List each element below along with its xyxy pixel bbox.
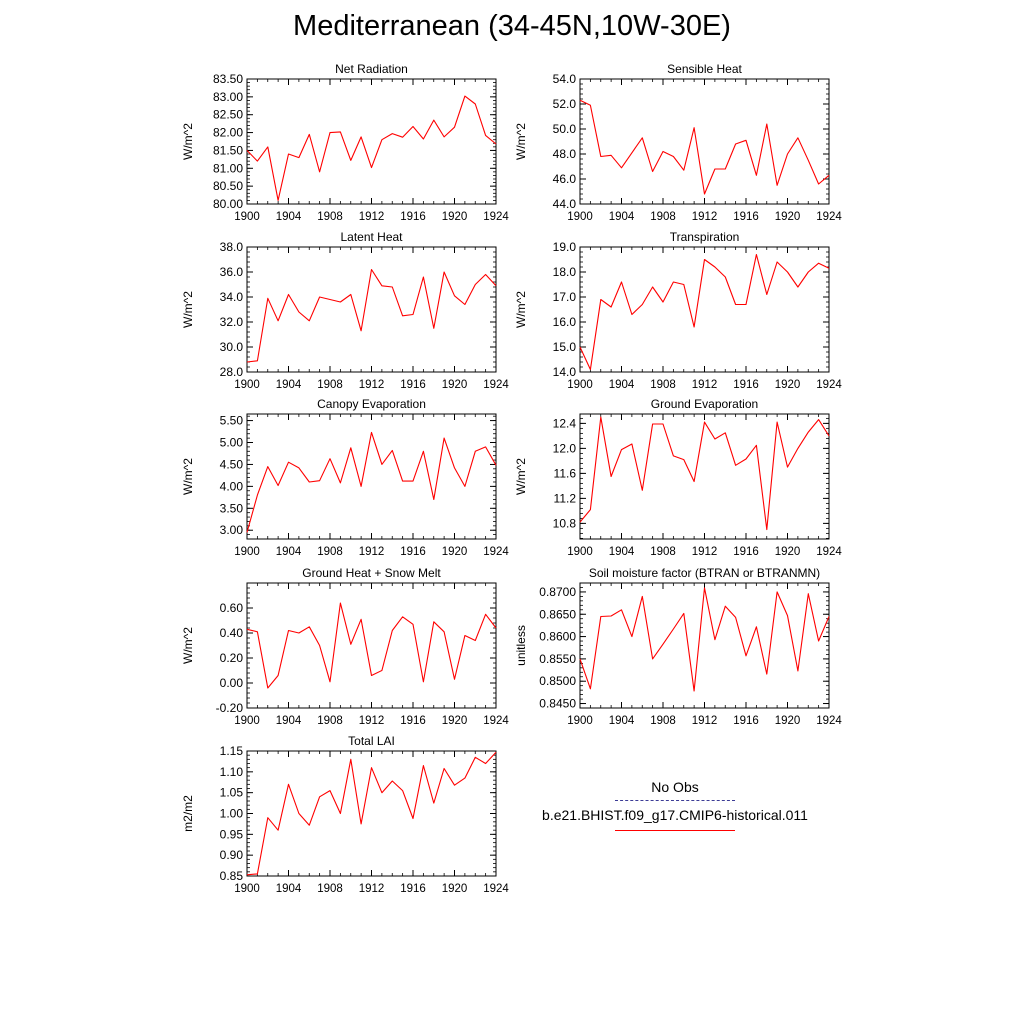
y-tick-label: 0.8650 [539, 607, 576, 622]
legend-model-label: b.e21.BHIST.f09_g17.CMIP6-historical.011 [542, 807, 808, 823]
y-axis-label: W/m^2 [514, 291, 528, 328]
x-tick-label: 1924 [483, 379, 509, 391]
y-axis-label: W/m^2 [514, 123, 528, 160]
y-tick-label: 12.0 [552, 441, 576, 456]
y-tick-label: 0.00 [219, 676, 243, 690]
y-tick-label: 30.0 [219, 340, 243, 354]
y-tick-label: 11.2 [553, 491, 576, 506]
x-tick-label: 1908 [317, 546, 343, 558]
y-tick-label: 36.0 [219, 265, 243, 279]
y-axis-label: W/m^2 [181, 627, 195, 664]
x-tick-label: 1908 [317, 883, 343, 895]
x-tick-label: 1904 [275, 211, 302, 223]
y-tick-label: 12.4 [552, 416, 576, 431]
y-tick-label: 52.0 [552, 97, 576, 111]
chart-panel-2 [514, 62, 842, 223]
y-axis-label: unitless [514, 625, 528, 666]
series-line [247, 432, 496, 532]
x-tick-label: 1908 [650, 546, 676, 558]
x-tick-label: 1920 [441, 379, 468, 391]
y-axis-label: W/m^2 [514, 458, 528, 495]
x-tick-label: 1908 [650, 211, 676, 223]
y-axis-label: W/m^2 [181, 291, 195, 328]
panel-title: Ground Heat + Snow Melt [302, 566, 441, 580]
x-tick-label: 1916 [733, 379, 759, 391]
series-line [247, 270, 496, 363]
y-tick-label: 0.8500 [539, 674, 576, 689]
x-tick-label: 1904 [608, 379, 635, 391]
y-tick-label: 0.85 [219, 869, 243, 883]
y-tick-label: 18.0 [552, 265, 576, 279]
y-tick-label: 38.0 [219, 240, 243, 254]
y-tick-label: 1.15 [219, 744, 243, 758]
x-tick-label: 1912 [358, 546, 385, 558]
x-tick-label: 1924 [816, 211, 842, 223]
x-tick-label: 1916 [400, 883, 426, 895]
x-tick-label: 1916 [733, 211, 759, 223]
chart-panel-6 [514, 397, 842, 558]
x-tick-label: 1924 [816, 379, 842, 391]
y-tick-label: 0.20 [219, 651, 243, 665]
x-tick-label: 1916 [733, 546, 759, 558]
x-tick-label: 1912 [358, 379, 385, 391]
x-tick-label: 1904 [608, 715, 635, 727]
x-tick-label: 1912 [358, 715, 385, 727]
chart-panel-3 [181, 230, 509, 391]
x-tick-label: 1924 [816, 546, 842, 558]
x-tick-label: 1920 [774, 546, 801, 558]
x-tick-label: 1912 [691, 379, 718, 391]
x-tick-label: 1920 [441, 546, 468, 558]
series-line [580, 255, 829, 370]
x-tick-label: 1912 [691, 211, 718, 223]
series-line [580, 417, 829, 529]
x-tick-label: 1916 [400, 379, 426, 391]
y-tick-label: 28.0 [219, 365, 243, 379]
y-tick-label: 48.0 [552, 147, 576, 161]
y-tick-label: 10.8 [552, 516, 576, 531]
y-tick-label: 82.00 [212, 125, 243, 140]
y-tick-label: 0.8550 [539, 651, 576, 666]
y-tick-label: 1.05 [219, 785, 243, 800]
y-tick-label: 0.40 [219, 626, 243, 640]
y-tick-label: 32.0 [219, 315, 243, 329]
y-tick-label: 46.0 [552, 172, 576, 186]
x-tick-label: 1916 [400, 211, 426, 223]
y-tick-label: 4.50 [219, 457, 243, 472]
chart-panel-7 [181, 566, 509, 727]
chart-panel-5 [181, 397, 509, 558]
x-tick-label: 1904 [275, 715, 302, 727]
y-tick-label: 15.0 [552, 340, 576, 354]
series-line [247, 603, 496, 688]
legend-obs-label: No Obs [651, 779, 699, 795]
panel-title: Transpiration [669, 230, 740, 244]
y-tick-label: 3.50 [219, 501, 243, 516]
y-tick-label: 3.00 [219, 523, 243, 538]
x-tick-label: 1920 [774, 211, 801, 223]
x-tick-label: 1924 [483, 211, 509, 223]
x-tick-label: 1904 [608, 546, 635, 558]
x-tick-label: 1904 [608, 211, 635, 223]
y-tick-label: 4.00 [219, 479, 243, 494]
plot-frame [580, 79, 829, 204]
y-tick-label: 16.0 [552, 315, 576, 329]
x-tick-label: 1900 [567, 379, 593, 391]
x-tick-label: 1924 [816, 715, 842, 727]
x-tick-label: 1920 [774, 715, 801, 727]
x-tick-label: 1908 [650, 379, 676, 391]
y-tick-label: 19.0 [552, 240, 576, 254]
x-tick-label: 1920 [441, 715, 468, 727]
x-tick-label: 1900 [234, 715, 260, 727]
panel-title: Total LAI [348, 734, 395, 748]
x-tick-label: 1912 [358, 211, 385, 223]
y-tick-label: 83.50 [212, 72, 243, 86]
x-tick-label: 1900 [567, 546, 593, 558]
x-tick-label: 1908 [650, 715, 676, 727]
x-tick-label: 1904 [275, 379, 302, 391]
series-line [580, 588, 829, 691]
y-tick-label: 80.00 [212, 197, 243, 211]
plot-frame [580, 583, 829, 708]
x-tick-label: 1916 [400, 546, 426, 558]
x-tick-label: 1900 [567, 715, 593, 727]
plot-frame [247, 79, 496, 204]
x-tick-label: 1924 [483, 715, 509, 727]
x-tick-label: 1900 [234, 546, 260, 558]
x-tick-label: 1904 [275, 883, 302, 895]
chart-panel-1 [181, 62, 509, 223]
y-tick-label: 5.50 [219, 413, 243, 428]
y-tick-label: 1.10 [219, 764, 243, 779]
x-tick-label: 1904 [275, 546, 302, 558]
x-tick-label: 1924 [483, 546, 509, 558]
y-tick-label: 14.0 [552, 365, 576, 379]
y-tick-label: 0.60 [219, 601, 243, 615]
panel-title: Sensible Heat [667, 62, 742, 76]
y-tick-label: 11.6 [553, 466, 576, 481]
x-tick-label: 1920 [774, 379, 801, 391]
x-tick-label: 1916 [400, 715, 426, 727]
y-tick-label: 82.50 [212, 107, 243, 122]
x-tick-label: 1920 [441, 883, 468, 895]
y-tick-label: 0.8600 [539, 629, 576, 644]
y-axis-label: m2/m2 [181, 795, 195, 832]
y-tick-label: -0.20 [215, 701, 243, 715]
y-tick-label: 1.00 [219, 806, 243, 821]
plot-frame [247, 583, 496, 708]
x-tick-label: 1900 [234, 379, 260, 391]
plot-frame [580, 247, 829, 372]
x-tick-label: 1908 [317, 715, 343, 727]
x-tick-label: 1920 [441, 211, 468, 223]
x-tick-label: 1924 [483, 883, 509, 895]
x-tick-label: 1912 [358, 883, 385, 895]
y-tick-label: 81.50 [212, 143, 243, 158]
series-line [247, 752, 496, 875]
series-line [247, 96, 496, 200]
panel-title: Soil moisture factor (BTRAN or BTRANMN) [588, 566, 821, 580]
x-tick-label: 1908 [317, 379, 343, 391]
y-axis-label: W/m^2 [181, 123, 195, 160]
x-tick-label: 1912 [691, 546, 718, 558]
y-tick-label: 34.0 [219, 290, 243, 304]
figure-title: Mediterranean (34-45N,10W-30E) [293, 10, 731, 42]
series-line [580, 100, 829, 194]
chart-panel-8 [514, 566, 842, 727]
plot-frame [580, 414, 829, 539]
y-tick-label: 0.95 [219, 827, 243, 842]
panel-title: Ground Evaporation [650, 397, 759, 411]
panel-title: Canopy Evaporation [317, 397, 426, 411]
panel-title: Latent Heat [340, 230, 403, 244]
y-tick-label: 80.50 [212, 179, 243, 194]
y-axis-label: W/m^2 [181, 458, 195, 495]
y-tick-label: 50.0 [552, 122, 576, 136]
chart-panel-4 [514, 230, 842, 391]
y-tick-label: 44.0 [552, 197, 576, 211]
x-tick-label: 1912 [691, 715, 718, 727]
panel-title: Net Radiation [335, 62, 408, 76]
y-tick-label: 0.8450 [539, 696, 576, 711]
x-tick-label: 1908 [317, 211, 343, 223]
chart-panel-9 [181, 734, 509, 895]
x-tick-label: 1900 [234, 883, 260, 895]
y-tick-label: 54.0 [552, 72, 576, 86]
x-tick-label: 1900 [234, 211, 260, 223]
x-tick-label: 1916 [733, 715, 759, 727]
y-tick-label: 83.00 [212, 89, 243, 104]
y-tick-label: 0.90 [219, 848, 243, 863]
y-tick-label: 17.0 [552, 290, 576, 304]
y-tick-label: 81.00 [212, 161, 243, 176]
x-tick-label: 1900 [567, 211, 593, 223]
y-tick-label: 5.00 [219, 435, 243, 450]
plot-frame [247, 247, 496, 372]
y-tick-label: 0.8700 [539, 584, 576, 599]
